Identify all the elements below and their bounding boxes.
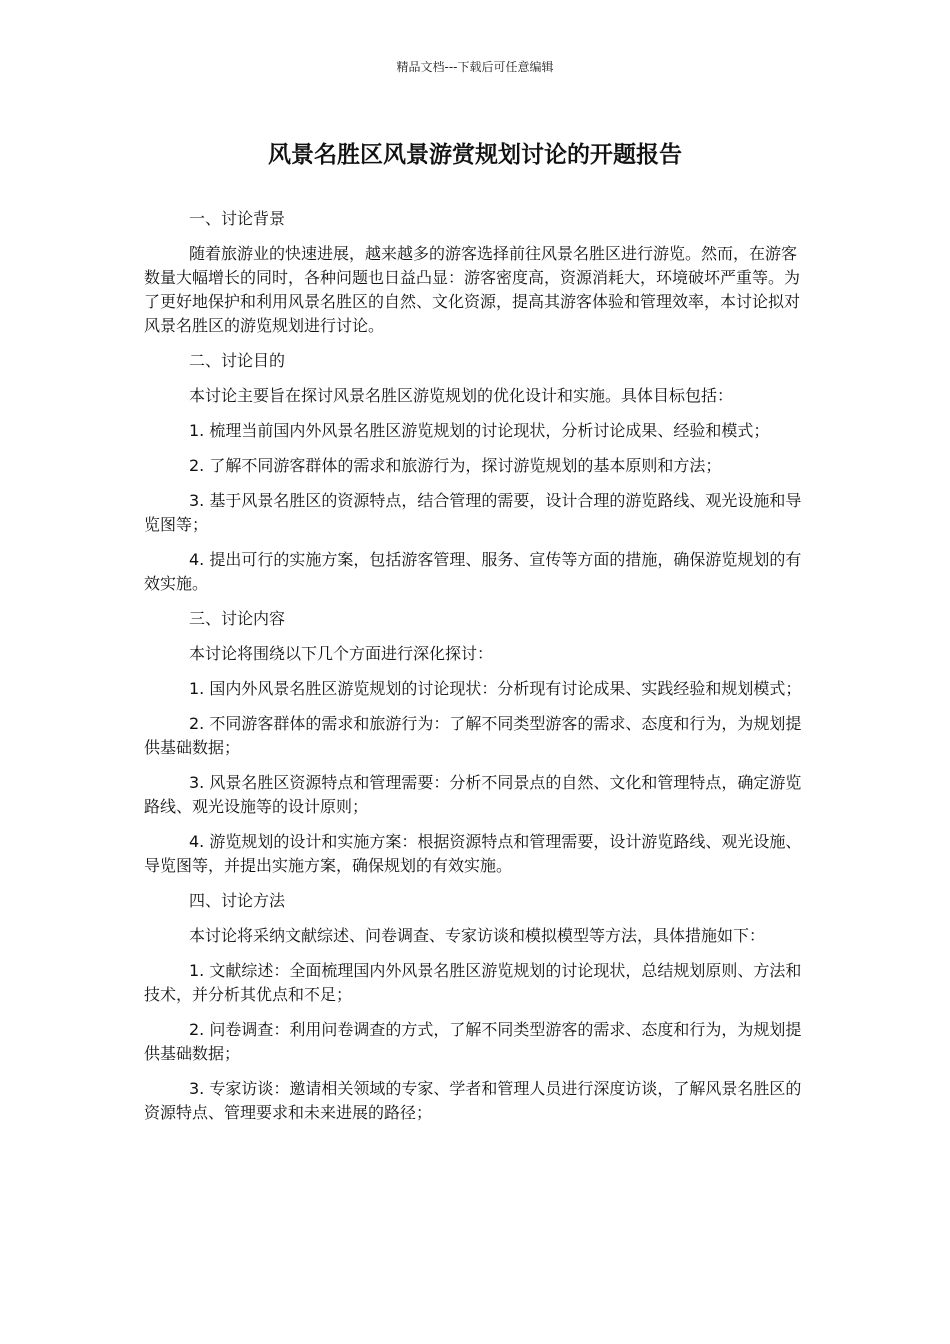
list-item-purpose-2: 2. 了解不同游客群体的需求和旅游行为，探讨游览规划的基本原则和方法； — [189, 456, 722, 475]
paragraph-methods-intro: 本讨论将采纳文献综述、问卷调查、专家访谈和模拟模型等方法，具体措施如下： — [189, 926, 766, 945]
paragraph-content-intro: 本讨论将围绕以下几个方面进行深化探讨： — [189, 644, 494, 663]
list-item-purpose-1: 1. 梳理当前国内外风景名胜区游览规划的讨论现状，分析讨论成果、经验和模式； — [189, 421, 770, 440]
list-item-methods-3: 3. 专家访谈：邀请相关领域的专家、学者和管理人员进行深度访谈，了解风景名胜区的资源特点、管理要求和未来进展的路径； — [144, 1079, 802, 1122]
document-body — [144, 207, 808, 1136]
list-item-content-4: 4. 游览规划的设计和实施方案：根据资源特点和管理需要，设计游览路线、观光设施、导览图等，并提出实施方案，确保规划的有效实施。 — [144, 832, 802, 875]
list-item-content-3: 3. 风景名胜区资源特点和管理需要：分析不同景点的自然、文化和管理特点，确定游览路线、观光设施等的设计原则； — [144, 773, 802, 816]
page-header: 精品文档---下载后可任意编辑 — [396, 60, 554, 74]
list-item-purpose-4: 4. 提出可行的实施方案，包括游客管理、服务、宣传等方面的措施，确保游览规划的有效实施。 — [144, 550, 802, 593]
list-item-content-1: 1. 国内外风景名胜区游览规划的讨论现状：分析现有讨论成果、实践经验和规划模式； — [189, 679, 802, 698]
paragraph-purpose-intro: 本讨论主要旨在探讨风景名胜区游览规划的优化设计和实施。具体目标包括： — [189, 386, 734, 405]
section-heading-purpose: 二、讨论目的 — [189, 351, 286, 370]
list-item-content-2: 2. 不同游客群体的需求和旅游行为：了解不同类型游客的需求、态度和行为，为规划提供基础数据； — [144, 714, 802, 757]
list-item-purpose-3: 3. 基于风景名胜区的资源特点，结合管理的需要，设计合理的游览路线、观光设施和导览图等； — [144, 491, 802, 534]
section-heading-methods: 四、讨论方法 — [189, 891, 286, 910]
paragraph-background: 随着旅游业的快速进展，越来越多的游客选择前往风景名胜区进行游览。然而，在游客数量大幅增长的同时，各种问题也日益凸显：游客密度高，资源消耗大，环境破坏严重等。为了更好地保护和利用风景名胜区的自然、文化资源，提高其游客体验和管理效率，本讨论拟对风景名胜区的游览规划进行讨论。 — [144, 244, 801, 335]
list-item-methods-2: 2. 问卷调查：利用问卷调查的方式，了解不同类型游客的需求、态度和行为，为规划提供基础数据； — [144, 1020, 802, 1063]
section-heading-content: 三、讨论内容 — [189, 609, 286, 628]
document-title: 风景名胜区风景游赏规划讨论的开题报告 — [268, 142, 682, 168]
section-heading-background: 一、讨论背景 — [189, 209, 286, 228]
list-item-methods-1: 1. 文献综述：全面梳理国内外风景名胜区游览规划的讨论现状，总结规划原则、方法和技术，并分析其优点和不足； — [144, 961, 802, 1004]
